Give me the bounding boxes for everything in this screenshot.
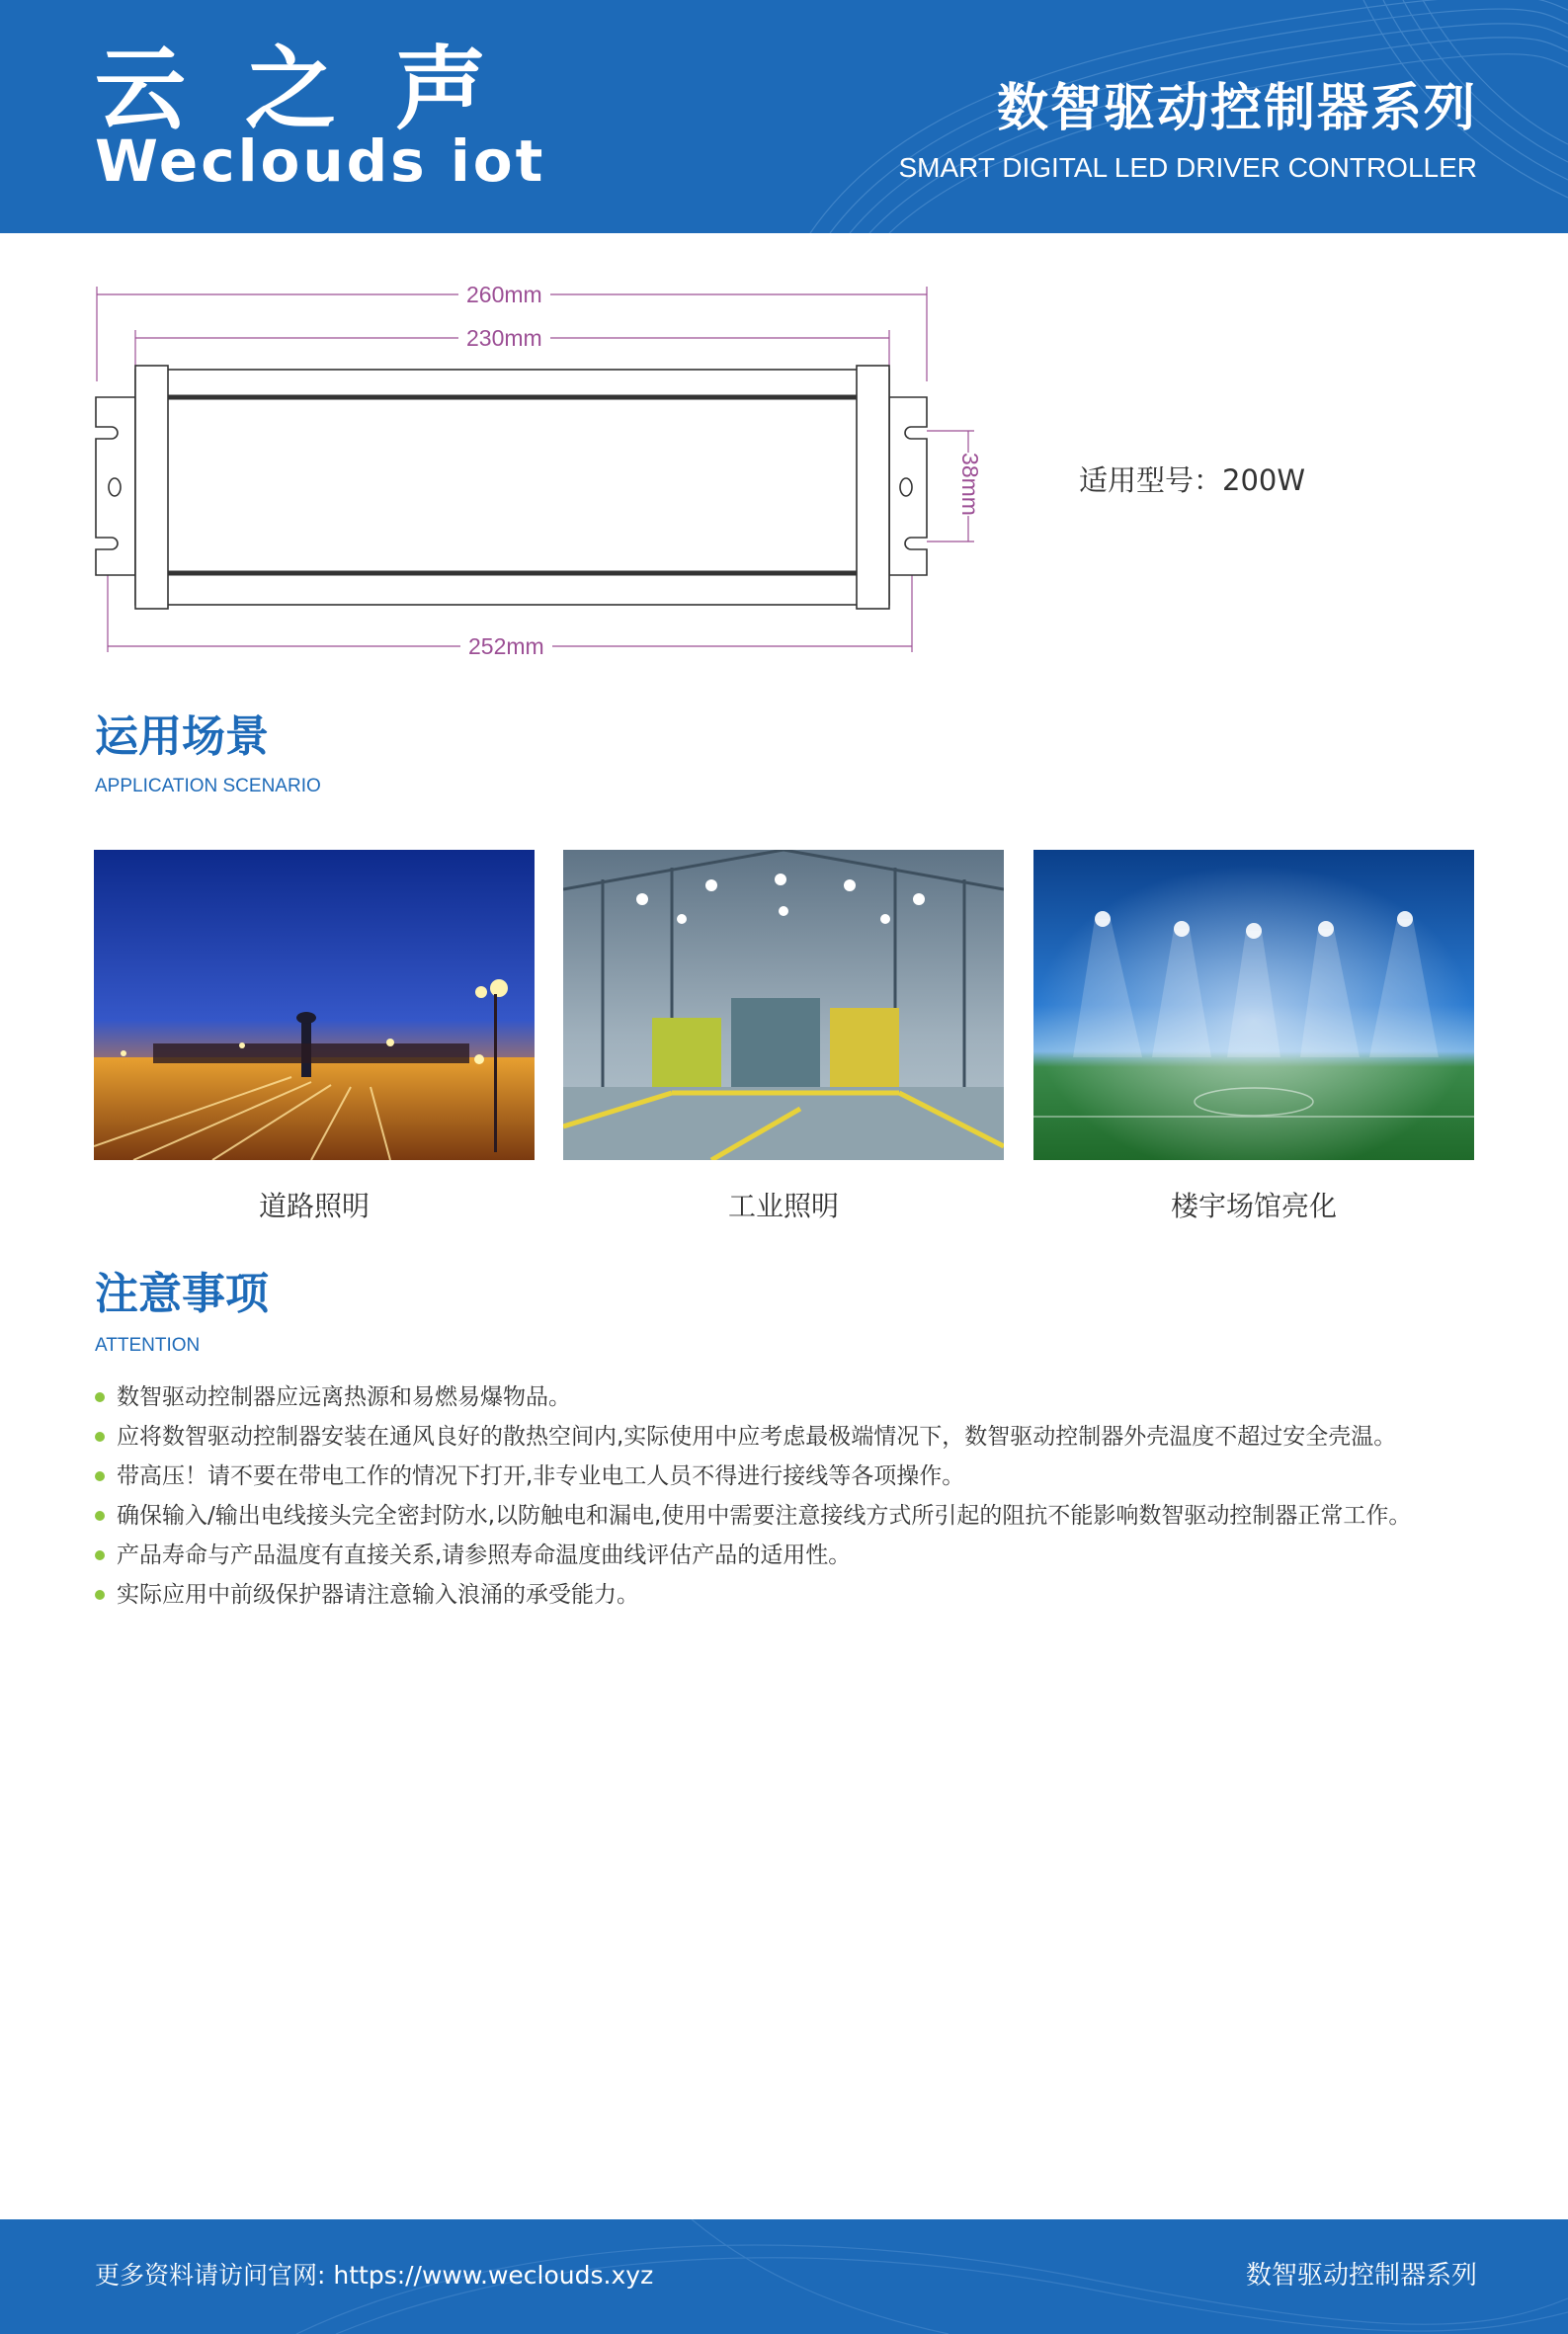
series-subtitle: SMART DIGITAL LED DRIVER CONTROLLER <box>898 152 1477 183</box>
attention-item: 数智驱动控制器应远离热源和易燃易爆物品。 <box>95 1377 1498 1417</box>
dimension-height: 38mm <box>956 453 983 516</box>
brand-english-name: Weclouds iot <box>95 127 546 195</box>
bullet-dot-icon <box>95 1471 105 1481</box>
attention-section-title: 注意事项 <box>95 1269 269 1319</box>
attention-item: 确保输入/输出电线接头完全密封防水,以防触电和漏电,使用中需要注意接线方式所引起的阻抗不能影响数智驱动控制器正常工作。 <box>95 1496 1498 1536</box>
footer-banner <box>0 2219 1568 2334</box>
application-section-title: 运用场景 <box>95 711 269 762</box>
scene-stadium-lighting-image <box>1033 850 1474 1160</box>
bullet-dot-icon <box>95 1432 105 1442</box>
series-title: 数智驱动控制器系列 <box>996 79 1477 138</box>
attention-item: 应将数智驱动控制器安装在通风良好的散热空间内,实际使用中应考虑最极端情况下，数智驱动控制器外壳温度不超过安全壳温。 <box>95 1417 1498 1457</box>
scene-stadium-lighting-caption: 楼宇场馆亮化 <box>1170 1190 1337 1222</box>
footer-series-text: 数智驱动控制器系列 <box>1245 2261 1477 2291</box>
attention-item: 实际应用中前级保护器请注意输入浪涌的承受能力。 <box>95 1575 1498 1615</box>
applicable-model: 适用型号：200W <box>1079 463 1306 497</box>
scene-road-lighting-caption: 道路照明 <box>258 1190 370 1222</box>
bullet-dot-icon <box>95 1392 105 1402</box>
attention-list <box>95 1377 1498 1615</box>
scene-road-lighting-image <box>94 850 535 1160</box>
brand-chinese-name: 云之声 <box>95 37 546 142</box>
attention-item: 带高压！请不要在带电工作的情况下打开,非专业电工人员不得进行接线等各项操作。 <box>95 1457 1498 1496</box>
header-banner <box>0 0 1568 233</box>
bullet-dot-icon <box>95 1590 105 1600</box>
product-dimension-drawing <box>79 273 1008 668</box>
dimension-mount-spacing: 252mm <box>460 632 552 660</box>
scene-industrial-lighting-image <box>563 850 1004 1160</box>
dimension-overall-length: 260mm <box>458 281 550 308</box>
dimension-body-length: 230mm <box>458 324 550 352</box>
bullet-dot-icon <box>95 1550 105 1560</box>
bullet-dot-icon <box>95 1511 105 1521</box>
attention-section-subtitle: ATTENTION <box>95 1335 201 1356</box>
footer-website-text: 更多资料请访问官网: https://www.weclouds.xyz <box>95 2261 654 2290</box>
application-section-subtitle: APPLICATION SCENARIO <box>95 776 321 796</box>
attention-item: 产品寿命与产品温度有直接关系,请参照寿命温度曲线评估产品的适用性。 <box>95 1536 1498 1575</box>
scene-industrial-lighting-caption: 工业照明 <box>727 1190 839 1222</box>
